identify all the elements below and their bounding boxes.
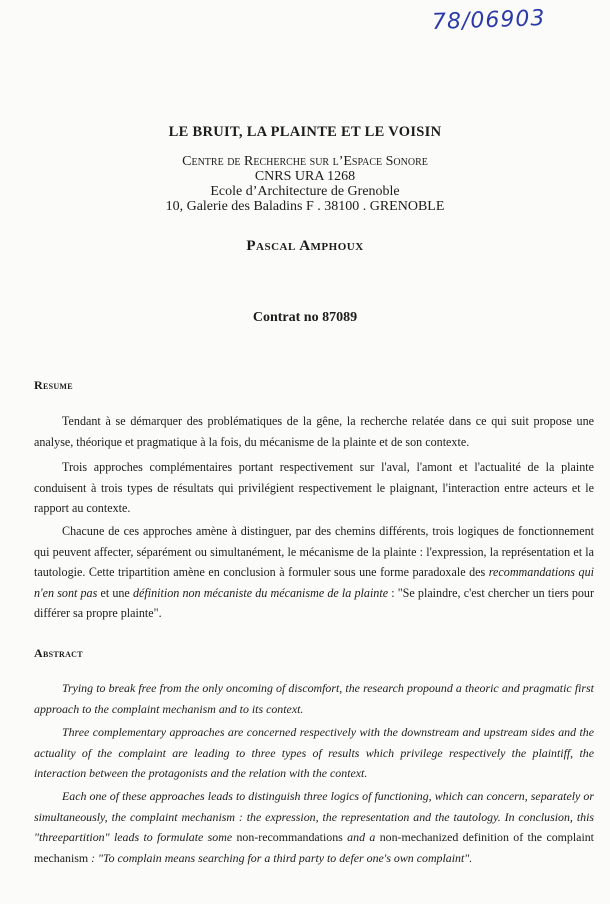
author-name: Pascal Amphoux xyxy=(246,238,364,254)
resume-p3-emphasis-1: recommandations qui n'en sont pas xyxy=(34,565,594,600)
abstract-p3-roman-2: non-mechanized definition of the complaint mechanism xyxy=(34,830,594,865)
institution-address: 10, Galerie des Baladins F . 38100 . GRENOBLE xyxy=(165,199,445,214)
contract-number: Contrat no 87089 xyxy=(252,310,358,325)
resume-heading: Resume xyxy=(34,378,73,392)
resume-p3-text-c: : "Se plaindre, c'est chercher un tiers pour différer sa propre plainte". xyxy=(34,585,594,620)
abstract-p3-text-a: Each one of these approaches leads to distinguish three logics of functioning, which can concern, separately or simultaneously, the complaint mechanism : the expression, the representation and the tautology. In conclusion, this "threepartition" leads to formulate some xyxy=(34,789,594,844)
resume-paragraph-3 xyxy=(34,521,594,624)
abstract-p3-text-b: and a xyxy=(342,830,380,844)
abstract-heading: Abstract xyxy=(34,646,83,660)
document-title: LE BRUIT, LA PLAINTE ET LE VOISIN xyxy=(168,124,442,140)
abstract-p3-roman-1: non-recommandations xyxy=(236,830,343,844)
institution-school: Ecole d’Architecture de Grenoble xyxy=(210,184,400,199)
abstract-paragraph-2: Three complementary approaches are concerned respectively with the downstream and upstream sides and the actuality of the complaint are leading to three types of results which privilege respectively the plaintiff, the interaction between the protagonists and the relation with the context. xyxy=(34,725,594,780)
abstract-paragraph-1: Trying to break free from the only oncoming of discomfort, the research propound a theoric and pragmatic first approach to the complaint mechanism and to its context. xyxy=(34,681,594,716)
institution-block xyxy=(0,154,610,214)
resume-paragraph-1: Tendant à se démarquer des problématiques de la gêne, la recherche relatée dans ce qui suit propose une analyse, théorique et pragmatique à la fois, du mécanisme de la plainte et de son contexte. xyxy=(34,414,594,449)
abstract-p3-text-c: : "To complain means searching for a third party to defer one's own complaint". xyxy=(88,850,473,865)
institution-unit: CNRS URA 1268 xyxy=(254,169,356,184)
abstract-paragraph-3 xyxy=(34,786,594,868)
handwritten-reference-code: 78/06903 xyxy=(431,6,546,35)
resume-p3-text-a: Chacune de ces approches amène à distinguer, par des chemins différents, trois logiques de fonctionnement qui peuvent affecter, séparément ou simultanément, le mécanisme de la plainte : l'expression, la représentation et la tautologie. Cette tripartition amène en conclusion à formuler sous une forme paradoxale des xyxy=(34,524,594,579)
resume-p3-emphasis-2: définition non mécaniste du mécanisme de la plainte xyxy=(132,585,389,600)
resume-paragraph-2: Trois approches complémentaires portant respectivement sur l'aval, l'amont et l'actualité de la plainte conduisent à trois types de résultats qui privilégient respectivement le plaignant, l'interaction entre acteurs et le rapport au contexte. xyxy=(34,460,594,515)
institution-name: Centre de Recherche sur l’Espace Sonore xyxy=(182,154,428,169)
resume-p3-text-b: et une xyxy=(97,585,133,600)
